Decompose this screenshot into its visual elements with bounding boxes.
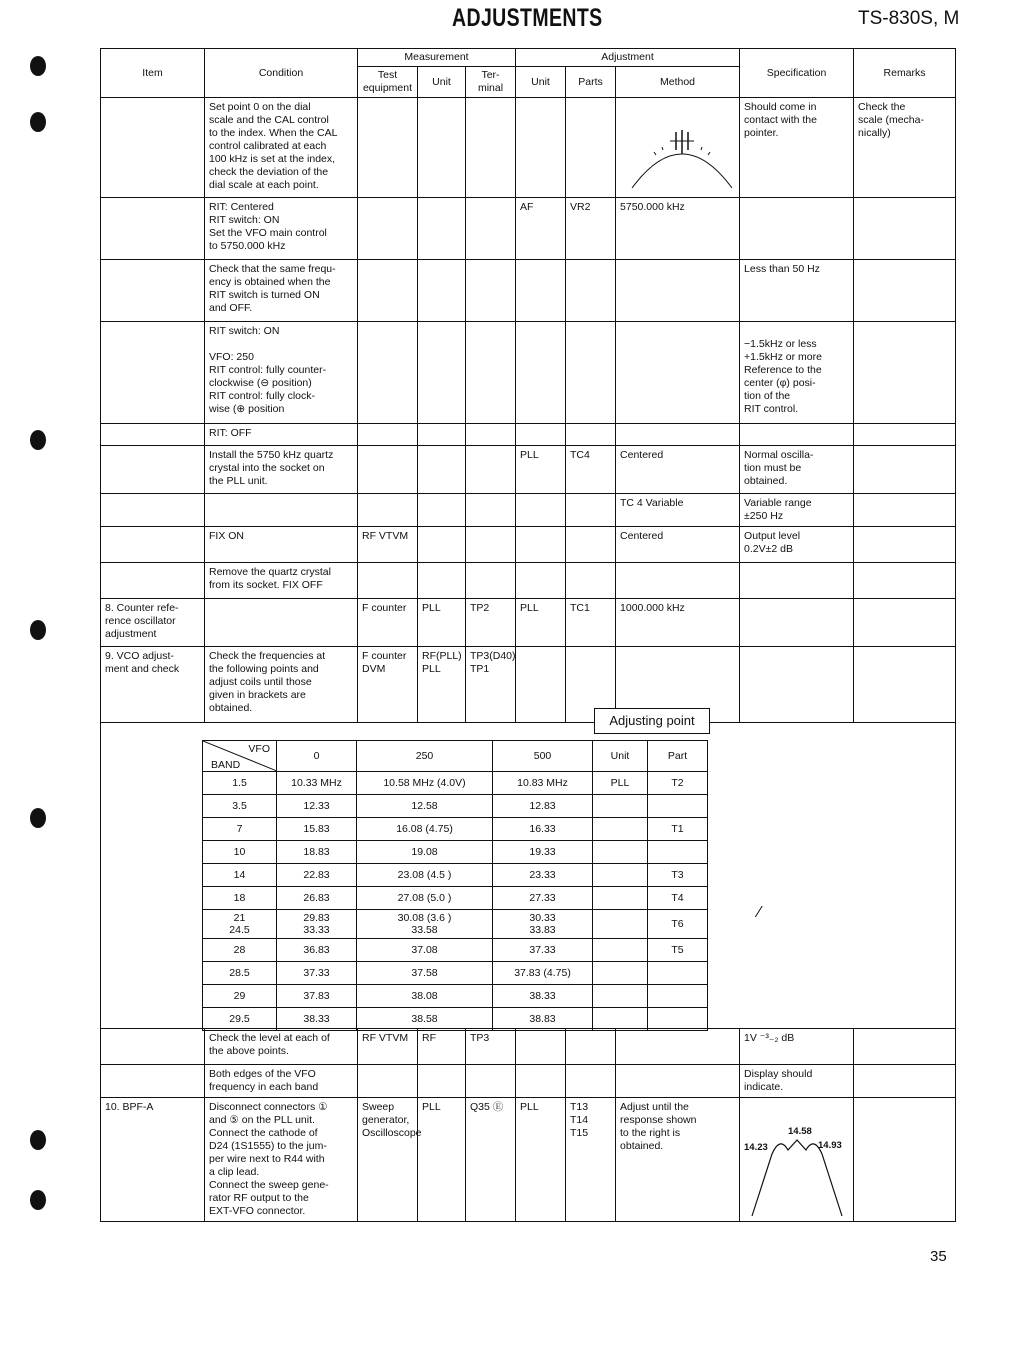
cell-specification: [740, 563, 854, 599]
cell-item: [101, 198, 205, 260]
vco-cell-part: [648, 962, 708, 985]
cell-method: [616, 424, 740, 446]
vco-cell-band: 28: [203, 939, 277, 962]
table-row: [101, 322, 956, 424]
table-row: [101, 1065, 956, 1098]
vco-cell-v500: 19.33: [493, 841, 593, 864]
binder-hole: [30, 112, 46, 132]
cell-item: [101, 563, 205, 599]
cell-method: TC 4 Variable: [616, 494, 740, 527]
table-row: [101, 424, 956, 446]
cell-adj-unit: PLL: [516, 446, 566, 494]
vco-row: [203, 772, 708, 795]
response-curve-icon: [742, 1124, 852, 1219]
cell-parts: [566, 563, 616, 599]
binder-hole: [30, 1190, 46, 1210]
vco-cell-band: 14: [203, 864, 277, 887]
cell-condition: Both edges of the VFO frequency in each band: [205, 1065, 358, 1098]
cell-unit: [418, 494, 466, 527]
binder-hole: [30, 56, 46, 76]
cell-test-equipment: [358, 563, 418, 599]
vco-cell-v0: 15.83: [277, 818, 357, 841]
cell-condition: Check that the same frequ- ency is obtained when the RIT switch is turned ON and OFF.: [205, 260, 358, 322]
vco-cell-part: T5: [648, 939, 708, 962]
binder-hole: [30, 430, 46, 450]
table-row: [101, 599, 956, 647]
cell-condition: Set point 0 on the dial scale and the CAL control to the index. When the CAL control calibrated at each 100 kHz is set at the index, check the deviation of the dial scale at each point.: [205, 98, 358, 198]
cell-parts: VR2: [566, 198, 616, 260]
cell-terminal: [466, 1065, 516, 1098]
header-adj-unit: Unit: [516, 67, 566, 98]
vco-cell-unit: [593, 939, 648, 962]
vco-cell-band: 29: [203, 985, 277, 1008]
cell-parts: [566, 527, 616, 563]
cell-method: 5750.000 kHz: [616, 198, 740, 260]
vco-row: [203, 910, 708, 939]
cell-adj-unit: PLL: [516, 599, 566, 647]
cell-condition: Check the frequencies at the following points and adjust coils until those given in brackets are obtained.: [205, 647, 358, 723]
vco-cell-band: 10: [203, 841, 277, 864]
cell-terminal: Q35 Ⓔ: [466, 1098, 516, 1222]
vco-row: [203, 887, 708, 910]
vco-corner-band: BAND: [211, 759, 241, 771]
header-test-equipment: Test equipment: [358, 67, 418, 98]
cell-test-equipment: [358, 1065, 418, 1098]
vco-cell-v0: 29.83 33.33: [277, 910, 357, 939]
header-specification: Specification: [740, 49, 854, 98]
cell-condition: [205, 599, 358, 647]
header-unit: Unit: [418, 67, 466, 98]
header-row: [101, 49, 956, 67]
cell-specification: Should come in contact with the pointer.: [740, 98, 854, 198]
cell-test-equipment: Sweep generator, Oscilloscope: [358, 1098, 418, 1222]
cell-method: [616, 1065, 740, 1098]
vco-cell-v250: 23.08 (4.5 ): [357, 864, 493, 887]
cell-terminal: [466, 563, 516, 599]
vco-header-part: Part: [648, 741, 708, 772]
cell-remarks: [854, 446, 956, 494]
cell-adj-unit: [516, 563, 566, 599]
cell-item: [101, 322, 205, 424]
vco-cell-part: T3: [648, 864, 708, 887]
cell-adj-unit: [516, 424, 566, 446]
vco-cell-v250: 37.08: [357, 939, 493, 962]
vco-cell-v0: 38.33: [277, 1008, 357, 1031]
vco-cell-v0: 36.83: [277, 939, 357, 962]
vco-cell-part: [648, 841, 708, 864]
vco-cell-unit: [593, 985, 648, 1008]
cell-test-equipment: [358, 424, 418, 446]
vco-cell-v500: 37.33: [493, 939, 593, 962]
vco-row: [203, 939, 708, 962]
cell-method: Centered: [616, 527, 740, 563]
cell-remarks: [854, 322, 956, 424]
vco-cell-v0: 26.83: [277, 887, 357, 910]
vco-row: [203, 962, 708, 985]
binder-hole: [30, 620, 46, 640]
cell-remarks: [854, 424, 956, 446]
vco-cell-v500: 38.83: [493, 1008, 593, 1031]
vco-cell-unit: [593, 818, 648, 841]
vco-cell-part: T6: [648, 910, 708, 939]
vco-row: [203, 864, 708, 887]
cell-item: [101, 527, 205, 563]
cell-parts: T13 T14 T15: [566, 1098, 616, 1222]
vco-corner: [203, 741, 277, 772]
adjustments-table: [100, 48, 956, 1222]
table-row: [101, 494, 956, 527]
cell-condition: [205, 494, 358, 527]
cell-remarks: [854, 494, 956, 527]
cell-item: 10. BPF-A: [101, 1098, 205, 1222]
cell-unit: [418, 198, 466, 260]
cell-condition: RIT switch: ON VFO: 250 RIT control: fully counter- clockwise (⊖ position) RIT control: fully clock- wise (⊕ position: [205, 322, 358, 424]
cell-terminal: TP3(D40) TP1: [466, 647, 516, 723]
cell-test-equipment: [358, 322, 418, 424]
header-parts: Parts: [566, 67, 616, 98]
vco-cell-unit: [593, 887, 648, 910]
cell-item: 9. VCO adjust- ment and check: [101, 647, 205, 723]
cell-item: [101, 260, 205, 322]
cell-unit: [418, 424, 466, 446]
table-row: [101, 198, 956, 260]
cell-test-equipment: [358, 494, 418, 527]
header-method: Method: [616, 67, 740, 98]
vco-cell-band: 29.5: [203, 1008, 277, 1031]
vco-cell-v250: 30.08 (3.6 ) 33.58: [357, 910, 493, 939]
cell-adj-unit: [516, 260, 566, 322]
cell-parts: TC1: [566, 599, 616, 647]
vco-cell-v500: 10.83 MHz: [493, 772, 593, 795]
vco-header-500: 500: [493, 741, 593, 772]
vco-cell-v250: 38.08: [357, 985, 493, 1008]
cell-test-equipment: RF VTVM: [358, 1029, 418, 1065]
cell-parts: [566, 260, 616, 322]
cell-specification: −1.5kHz or less +1.5kHz or more Reference to the center (φ) posi- tion of the RIT control.: [740, 322, 854, 424]
cell-terminal: [466, 424, 516, 446]
cell-method: [616, 563, 740, 599]
cell-condition: Install the 5750 kHz quartz crystal into the socket on the PLL unit.: [205, 446, 358, 494]
vco-cell-v250: 38.58: [357, 1008, 493, 1031]
cell-remarks: [854, 599, 956, 647]
vco-cell-band: 1.5: [203, 772, 277, 795]
cell-test-equipment: [358, 260, 418, 322]
cell-unit: [418, 1065, 466, 1098]
cell-item: [101, 1029, 205, 1065]
header-remarks: Remarks: [854, 49, 956, 98]
cell-adj-unit: [516, 1065, 566, 1098]
vco-cell-band: 28.5: [203, 962, 277, 985]
cell-method: [616, 1029, 740, 1065]
cell-unit: RF: [418, 1029, 466, 1065]
cell-parts: [566, 1065, 616, 1098]
vco-cell-v0: 37.83: [277, 985, 357, 1008]
cell-remarks: Check the scale (mecha- nically): [854, 98, 956, 198]
cell-remarks: [854, 1029, 956, 1065]
vco-cell-unit: [593, 841, 648, 864]
vco-cell-band: 21 24.5: [203, 910, 277, 939]
vco-cell-v500: 27.33: [493, 887, 593, 910]
cell-item: [101, 98, 205, 198]
vco-cell-v0: 22.83: [277, 864, 357, 887]
header-adjustment: Adjustment: [516, 49, 740, 67]
vco-cell-unit: [593, 864, 648, 887]
header-item: Item: [101, 49, 205, 98]
vco-cell-v500: 23.33: [493, 864, 593, 887]
cell-remarks: [854, 527, 956, 563]
table-row: [101, 446, 956, 494]
vco-cell-band: 18: [203, 887, 277, 910]
cell-specification: 1V ⁻³₋₂ dB: [740, 1029, 854, 1065]
cell-terminal: TP3: [466, 1029, 516, 1065]
cell-adj-unit: [516, 647, 566, 723]
cell-condition: RIT: OFF: [205, 424, 358, 446]
cell-adj-unit: PLL: [516, 1098, 566, 1222]
cell-condition: Check the level at each of the above points.: [205, 1029, 358, 1065]
vco-cell-v0: 10.33 MHz: [277, 772, 357, 795]
cell-adj-unit: [516, 527, 566, 563]
cell-parts: [566, 424, 616, 446]
cell-unit: PLL: [418, 1098, 466, 1222]
cell-unit: PLL: [418, 599, 466, 647]
table-row: [101, 563, 956, 599]
cell-terminal: [466, 98, 516, 198]
vco-cell-unit: PLL: [593, 772, 648, 795]
vco-header-unit: Unit: [593, 741, 648, 772]
cell-item: [101, 424, 205, 446]
table-row: [101, 647, 956, 723]
vco-cell-unit: [593, 910, 648, 939]
vco-cell-v500: 30.33 33.83: [493, 910, 593, 939]
cell-specification: Display should indicate.: [740, 1065, 854, 1098]
cell-remarks: [854, 260, 956, 322]
page-title: ADJUSTMENTS: [452, 4, 603, 32]
cell-parts: [566, 98, 616, 198]
vco-cell-band: 3.5: [203, 795, 277, 818]
cell-terminal: [466, 446, 516, 494]
table-row: [101, 527, 956, 563]
cell-remarks: [854, 647, 956, 723]
vco-cell-v250: 37.58: [357, 962, 493, 985]
vco-cell-v500: 12.83: [493, 795, 593, 818]
cell-terminal: [466, 527, 516, 563]
vco-cell-v0: 12.33: [277, 795, 357, 818]
header-condition: Condition: [205, 49, 358, 98]
cell-condition: Remove the quartz crystal from its socket. FIX OFF: [205, 563, 358, 599]
cell-method: 1000.000 kHz: [616, 599, 740, 647]
response-left-label: 14.23: [744, 1142, 768, 1153]
cell-adj-unit: [516, 1029, 566, 1065]
vco-cell-unit: [593, 962, 648, 985]
vco-cell-part: [648, 795, 708, 818]
vco-row: [203, 795, 708, 818]
cell-terminal: TP2: [466, 599, 516, 647]
vco-row: [203, 1008, 708, 1031]
cell-terminal: [466, 494, 516, 527]
vco-cell-v250: 12.58: [357, 795, 493, 818]
cell-test-equipment: F counter: [358, 599, 418, 647]
cell-adj-unit: [516, 494, 566, 527]
vco-header-250: 250: [357, 741, 493, 772]
vco-cell-v0: 37.33: [277, 962, 357, 985]
cell-test-equipment: [358, 446, 418, 494]
cell-remarks: [854, 563, 956, 599]
cell-specification: Normal oscilla- tion must be obtained.: [740, 446, 854, 494]
vco-cell-v250: 27.08 (5.0 ): [357, 887, 493, 910]
cell-specification: [740, 198, 854, 260]
vco-cell-part: T2: [648, 772, 708, 795]
vco-cell-v500: 16.33: [493, 818, 593, 841]
cell-specification: Less than 50 Hz: [740, 260, 854, 322]
cell-specification: [740, 647, 854, 723]
cell-specification: Output level 0.2V±2 dB: [740, 527, 854, 563]
vco-cell-unit: [593, 795, 648, 818]
cell-item: [101, 494, 205, 527]
cell-unit: [418, 446, 466, 494]
cell-terminal: [466, 198, 516, 260]
cell-test-equipment: RF VTVM: [358, 527, 418, 563]
vco-cell-part: T1: [648, 818, 708, 841]
cell-parts: TC4: [566, 446, 616, 494]
cell-unit: [418, 322, 466, 424]
cell-unit: [418, 98, 466, 198]
dial-scale-icon: [630, 128, 734, 190]
table-row: [101, 1029, 956, 1065]
vco-header-0: 0: [277, 741, 357, 772]
cell-adj-unit: AF: [516, 198, 566, 260]
cell-method: Adjust until the response shown to the right is obtained.: [616, 1098, 740, 1222]
cell-adj-unit: [516, 98, 566, 198]
vco-cell-part: [648, 985, 708, 1008]
cell-test-equipment: [358, 198, 418, 260]
cell-item: 8. Counter refe- rence oscillator adjustment: [101, 599, 205, 647]
cell-unit: [418, 563, 466, 599]
binder-hole: [30, 808, 46, 828]
vco-header-row: [203, 741, 708, 772]
table-row: [101, 260, 956, 322]
response-right-label: 14.93: [818, 1140, 842, 1151]
vco-cell-v500: 37.83 (4.75): [493, 962, 593, 985]
cell-unit: [418, 260, 466, 322]
vco-cell-v250: 19.08: [357, 841, 493, 864]
page-number: 35: [930, 1248, 947, 1265]
cell-unit: [418, 527, 466, 563]
cell-method: Centered: [616, 446, 740, 494]
vco-cell-band: 7: [203, 818, 277, 841]
table-row: [101, 98, 956, 198]
cell-terminal: [466, 322, 516, 424]
vco-cell-v0: 18.83: [277, 841, 357, 864]
response-curve-figure: [742, 1124, 852, 1224]
vco-cell-part: [648, 1008, 708, 1031]
cell-specification: [740, 599, 854, 647]
cell-parts: [566, 494, 616, 527]
vco-cell-part: T4: [648, 887, 708, 910]
cell-specification: Variable range ±250 Hz: [740, 494, 854, 527]
cell-unit: RF(PLL) PLL: [418, 647, 466, 723]
cell-parts: [566, 1029, 616, 1065]
header-terminal: Ter- minal: [466, 67, 516, 98]
cell-condition: FIX ON: [205, 527, 358, 563]
cell-specification: [740, 424, 854, 446]
cell-parts: [566, 322, 616, 424]
cell-adj-unit: [516, 322, 566, 424]
vco-row: [203, 841, 708, 864]
vco-cell-v250: 10.58 MHz (4.0V): [357, 772, 493, 795]
cell-method: [616, 322, 740, 424]
header-measurement: Measurement: [358, 49, 516, 67]
cell-test-equipment: F counter DVM: [358, 647, 418, 723]
cell-item: [101, 1065, 205, 1098]
cell-remarks: [854, 1098, 956, 1222]
response-center-label: 14.58: [788, 1126, 812, 1137]
cell-condition: Disconnect connectors ① and ⑤ on the PLL unit. Connect the cathode of D24 (1S1555) to the jum- per wire next to R44 with a clip lead. Connect the sweep gene- rator RF output to the EXT-VFO connector.: [205, 1098, 358, 1222]
cell-remarks: [854, 198, 956, 260]
cell-method: [616, 260, 740, 322]
model-number: TS-830S, M: [858, 8, 960, 29]
vco-cell-unit: [593, 1008, 648, 1031]
cell-test-equipment: [358, 98, 418, 198]
hand-mark-icon: ⁄: [758, 904, 761, 921]
cell-condition: RIT: Centered RIT switch: ON Set the VFO main control to 5750.000 kHz: [205, 198, 358, 260]
vco-row: [203, 985, 708, 1008]
vco-row: [203, 818, 708, 841]
cell-item: [101, 446, 205, 494]
binder-hole: [30, 1130, 46, 1150]
adjusting-point-label: Adjusting point: [594, 708, 710, 734]
cell-terminal: [466, 260, 516, 322]
cell-remarks: [854, 1065, 956, 1098]
vco-cell-v500: 38.33: [493, 985, 593, 1008]
vco-frequency-table: [202, 740, 708, 1031]
vco-cell-v250: 16.08 (4.75): [357, 818, 493, 841]
vco-corner-vfo: VFO: [248, 743, 270, 755]
